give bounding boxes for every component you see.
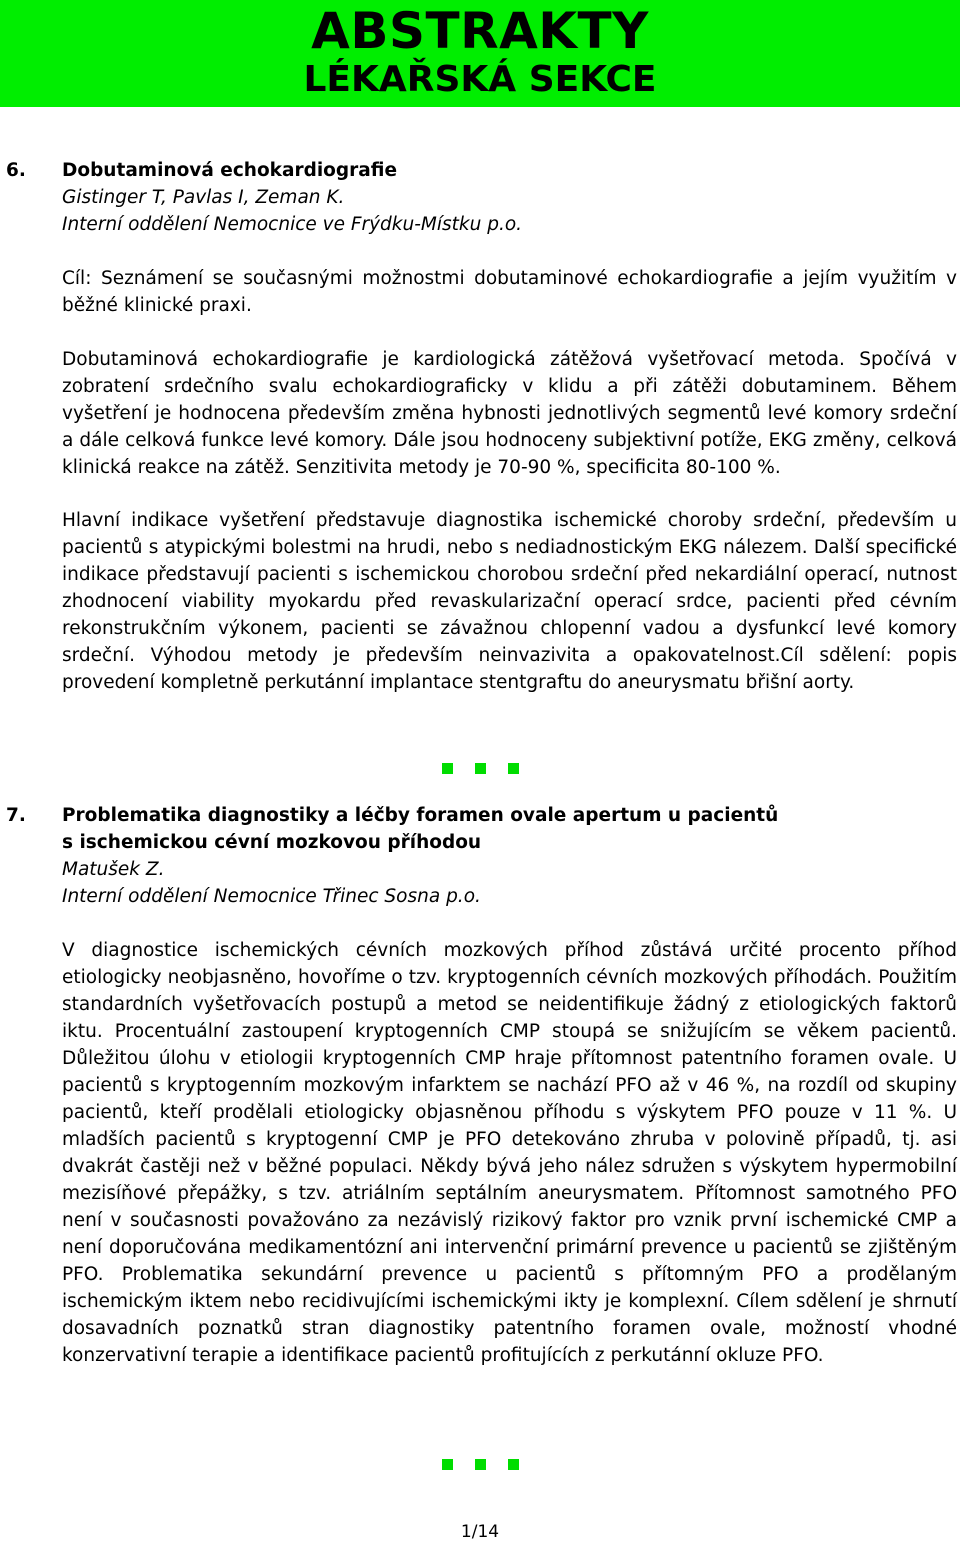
divider-square xyxy=(475,763,486,774)
section-heading xyxy=(62,802,957,910)
divider-square xyxy=(442,1459,453,1470)
divider-square xyxy=(442,763,453,774)
page-title: ABSTRAKTY xyxy=(311,2,649,60)
abstract-paragraph: V diagnostice ischemických cévních mozkových příhod zůstává určité procento příhod etiologicky neobjasněno, hovoříme o tzv. kryptogenních cévních mozkových příhodách. Použitím standardních vyšetřovacích postupů a metod se neidentifikuje žádný z etiologických faktorů iktu. Procentuální zastoupení kryptogenních CMP stoupá se snižujícím se věkem pacientů. Důležitou úlohu v etiologii kryptogenních CMP hraje přítomnost patentního foramen ovale. U pacientů s kryptogenním mozkovým infarktem se nachází PFO až v 46 %, na rozdíl od skupiny pacientů, kteří prodělali etiologicky objasněnou příhodu s výskytem PFO pouze v 11 %. U mladších pacientů s kryptogenní CMP je PFO detekováno zhruba v polovině případů, tj. asi dvakrát častěji než v běžné populaci. Někdy bývá jeho nález sdružen s výskytem hypermobilní mezisíňové přepážky, s tzv. atriálním septálním aneurysmatem. Přítomnost samotného PFO není v současnosti považováno za nezávislý rizikový faktor pro vznik první ischemické CMP a není doporučována medikamentózní ani intervenční primární prevence u pacientů se zjištěným PFO. Problematika sekundární prevence u pacientů s přítomným PFO a prodělaným ischemickým iktem nebo recidivujícími ischemickými ikty je komplexní. Cílem sdělení je shrnutí dosavadních poznatků stran diagnostiky patentního foramen ovale, možností vhodné konzervativní terapie a identifikace pacientů profitujících z perkutánní okluze PFO. xyxy=(62,940,957,1366)
section-institution: Interní oddělení Nemocnice ve Frýdku-Místku p.o. xyxy=(62,214,523,235)
divider-square xyxy=(508,763,519,774)
section-title: Dobutaminová echokardiografie xyxy=(62,160,397,181)
section-title-continued: s ischemickou cévní mozkovou příhodou xyxy=(62,832,482,853)
section-authors: Matušek Z. xyxy=(62,859,165,880)
abstract-paragraph: Hlavní indikace vyšetření představuje diagnostika ischemické choroby srdeční, především u pacientů s atypickými bolestmi na hrudi, nebo s nediadnostickým EKG nálezem. Další specifické indikace představují pacienti s ischemickou chorobou srdeční před nekardiální operací, nutnost zhodnocení viability myokardu před revaskularizační operací srdce, pacienti před cévním rekonstrukčním výkonem, pacienti se závažnou chlopenní vadou a dysfunkcí levé komory srdeční. Výhodou metody je především neinvazivita a opakovatelnost.Cíl sdělení: popis provedení kompletně perkutánní implantace stentgraftu do aneurysmatu břišní aorty. xyxy=(62,510,957,693)
section-heading xyxy=(62,157,957,238)
section-title: Problematika diagnostiky a léčby foramen ovale apertum u pacientů xyxy=(62,805,779,826)
section-authors: Gistinger T, Pavlas I, Zeman K. xyxy=(62,187,345,208)
section-institution: Interní oddělení Nemocnice Třinec Sosna p.o. xyxy=(62,886,481,907)
page-subtitle: LÉKAŘSKÁ SEKCE xyxy=(303,59,657,100)
abstract-paragraph: Cíl: Seznámení se současnými možnostmi dobutaminové echokardiografie a jejím využitím v běžné klinické praxi. xyxy=(62,268,957,316)
abstract-paragraph: Dobutaminová echokardiografie je kardiologická zátěžová vyšetřovací metoda. Spočívá v zobratení srdečního svalu echokardiograficky v klidu a při zátěži dobutaminem. Během vyšetření je hodnocena především změna hybnosti jednotlivých segmentů levé komory srdeční a dále celková funkce levé komory. Dále jsou hodnoceny subjektivní potíže, EKG změny, celková klinická reakce na zátěž. Senzitivita metody je 70-90 %, specificita 80-100 %. xyxy=(62,349,957,478)
section-number: 7. xyxy=(6,805,26,826)
section-number: 6. xyxy=(6,160,26,181)
page-number: 1/14 xyxy=(460,1522,500,1542)
divider-square xyxy=(508,1459,519,1470)
divider-square xyxy=(475,1459,486,1470)
header-banner xyxy=(0,0,960,107)
section-divider xyxy=(0,763,960,781)
section-divider xyxy=(0,1459,960,1477)
